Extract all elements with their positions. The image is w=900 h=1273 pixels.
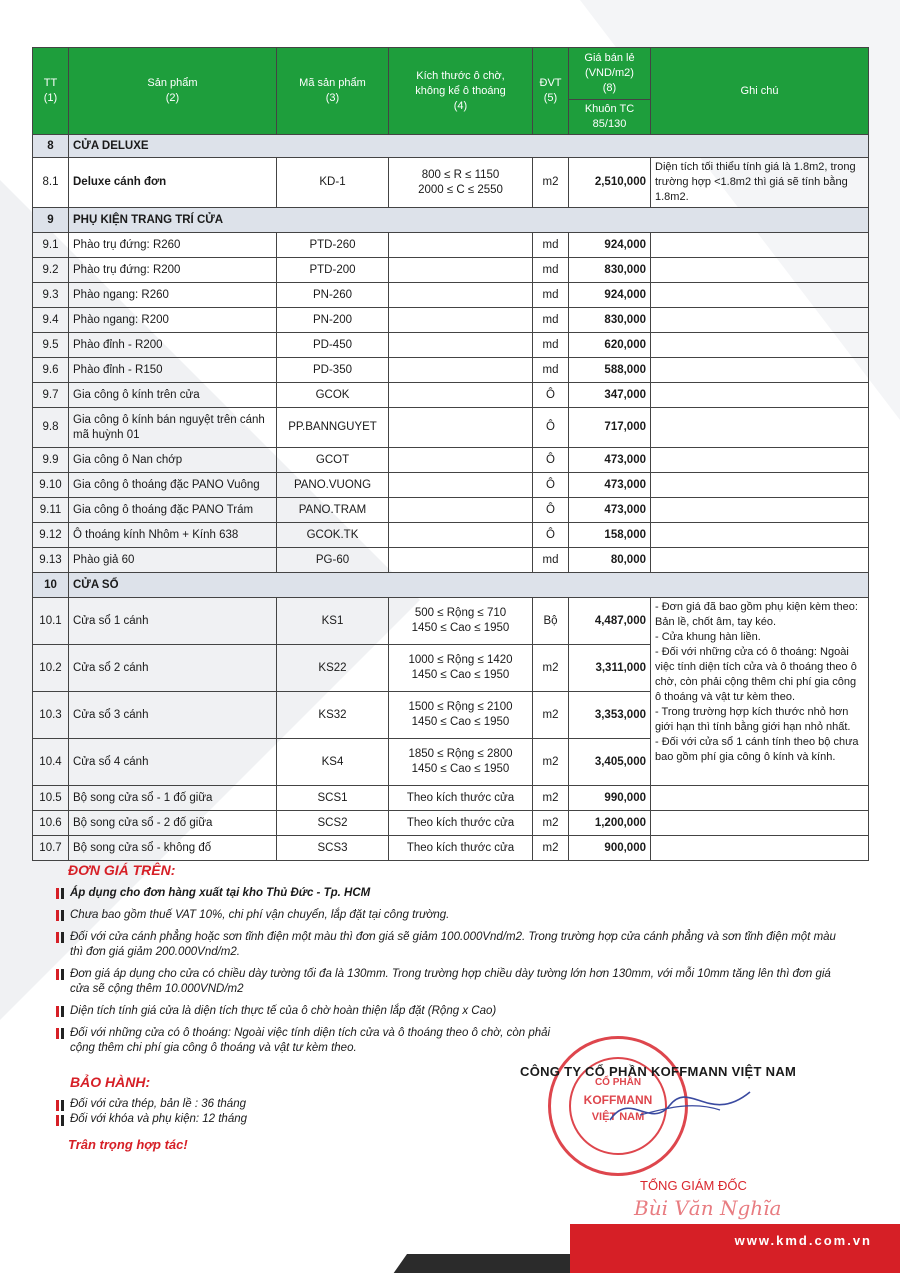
row-code: PD-450	[277, 333, 389, 358]
section-row	[33, 208, 869, 233]
warranty-text: Đối với khóa và phụ kiện: 12 tháng	[70, 1113, 248, 1125]
note-text: Chưa bao gồm thuế VAT 10%, chi phí vận chuyển, lắp đặt tại công trường.	[70, 909, 450, 921]
row-size: 1000 ≤ Rộng ≤ 1420 1450 ≤ Cao ≤ 1950	[389, 645, 533, 692]
row-unit: Ô	[533, 408, 569, 448]
row-size	[389, 283, 533, 308]
row-size: 1500 ≤ Rộng ≤ 2100 1450 ≤ Cao ≤ 1950	[389, 692, 533, 739]
row-number: 10.5	[33, 786, 69, 811]
row-size	[389, 473, 533, 498]
table-row	[33, 333, 869, 358]
list-item	[56, 967, 836, 997]
row-product: Ô thoáng kính Nhôm + Kính 638	[69, 523, 277, 548]
row-number: 9.6	[33, 358, 69, 383]
table-row	[33, 358, 869, 383]
row-note	[651, 448, 869, 473]
row-note	[651, 358, 869, 383]
row-unit: Ô	[533, 498, 569, 523]
row-unit: m2	[533, 786, 569, 811]
row-number: 9.10	[33, 473, 69, 498]
row-code: GCOT	[277, 448, 389, 473]
row-product: Phào ngang: R260	[69, 283, 277, 308]
notes-title: ĐƠN GIÁ TRÊN:	[68, 862, 176, 878]
row-number: 10.6	[33, 811, 69, 836]
row-size	[389, 358, 533, 383]
bullet-icon	[56, 932, 64, 943]
row-number: 10.2	[33, 645, 69, 692]
stamp-text: KOFFMANN	[583, 1093, 653, 1107]
row-size	[389, 333, 533, 358]
row-size	[389, 258, 533, 283]
note-text: Đối với cửa cánh phẳng hoặc sơn tĩnh điện một màu thì đơn giá sẽ giảm 100.000Vnd/m2. Trong trường hợp cửa cánh phẳng và sơn tĩnh điện một màu thì đơn giá giảm 200.000Vnd/m2.	[70, 931, 836, 958]
director-name: Bùi Văn Nghĩa	[634, 1196, 782, 1220]
table-row	[33, 786, 869, 811]
row-unit: Ô	[533, 473, 569, 498]
section-title: CỬA DELUXE	[69, 135, 869, 158]
row-size: 500 ≤ Rộng ≤ 710 1450 ≤ Cao ≤ 1950	[389, 598, 533, 645]
note-text: Đơn giá áp dụng cho cửa có chiều dày tường tối đa là 130mm. Trong trường hợp chiều dày tường lớn hơn 130mm, với mỗi 10mm tăng lên thì đơn giá cửa sẽ cộng thêm 10.000VND/m2	[70, 968, 831, 995]
list-item	[56, 1098, 247, 1110]
row-size	[389, 498, 533, 523]
table-row	[33, 498, 869, 523]
row-product: Bộ song cửa sổ - 1 đố giữa	[69, 786, 277, 811]
row-price: 717,000	[569, 408, 651, 448]
row-number: 9.5	[33, 333, 69, 358]
row-unit: md	[533, 358, 569, 383]
row-code: PD-350	[277, 358, 389, 383]
row-number: 9.8	[33, 408, 69, 448]
warranty-title: BẢO HÀNH:	[70, 1074, 151, 1090]
bullet-icon	[56, 969, 64, 980]
row-code: PANO.VUONG	[277, 473, 389, 498]
row-price: 3,405,000	[569, 739, 651, 786]
row-note	[651, 811, 869, 836]
table-row	[33, 383, 869, 408]
warranty-text: Đối với cửa thép, bản lề : 36 tháng	[70, 1098, 246, 1110]
header-code: Mã sản phẩm (3)	[277, 48, 389, 135]
row-price: 924,000	[569, 233, 651, 258]
row-code: KS1	[277, 598, 389, 645]
row-number: 9.4	[33, 308, 69, 333]
row-code: KD-1	[277, 158, 389, 208]
note-text: Diện tích tính giá cửa là diện tích thực tế của ô chờ hoàn thiện lắp đặt (Rộng x Cao)	[70, 1005, 497, 1017]
table-row	[33, 811, 869, 836]
bullet-icon	[56, 1006, 64, 1017]
row-price: 900,000	[569, 836, 651, 861]
row-size: Theo kích thước cửa	[389, 811, 533, 836]
row-unit: Ô	[533, 523, 569, 548]
row-code: PN-260	[277, 283, 389, 308]
row-code: PTD-200	[277, 258, 389, 283]
row-number: 9.1	[33, 233, 69, 258]
row-price: 347,000	[569, 383, 651, 408]
table-row	[33, 158, 869, 208]
row-price: 830,000	[569, 258, 651, 283]
row-unit: md	[533, 283, 569, 308]
row-price: 830,000	[569, 308, 651, 333]
row-unit: m2	[533, 811, 569, 836]
section-number: 9	[33, 208, 69, 233]
row-code: PP.BANNGUYET	[277, 408, 389, 448]
price-table	[32, 47, 869, 861]
header-size: Kích thước ô chờ, không kể ô thoáng (4)	[389, 48, 533, 135]
list-item	[56, 930, 836, 960]
stamp-text: CỔ PHẦN	[594, 1077, 642, 1088]
warranty-section	[56, 1074, 247, 1128]
row-price: 588,000	[569, 358, 651, 383]
row-code: GCOK.TK	[277, 523, 389, 548]
row-product: Phào trụ đứng: R260	[69, 233, 277, 258]
row-price: 990,000	[569, 786, 651, 811]
table-row	[33, 473, 869, 498]
header-price: Giá bán lẻ (VND/m2) (8)	[569, 48, 651, 100]
row-note	[651, 836, 869, 861]
row-code: SCS1	[277, 786, 389, 811]
table-row	[33, 233, 869, 258]
header-price-sub: Khuôn TC 85/130	[569, 100, 651, 135]
row-price: 80,000	[569, 548, 651, 573]
list-item	[56, 1026, 556, 1056]
row-product: Phào giả 60	[69, 548, 277, 573]
list-item	[56, 1004, 836, 1019]
row-price: 924,000	[569, 283, 651, 308]
list-item	[56, 1113, 247, 1125]
row-unit: m2	[533, 158, 569, 208]
row-product: Gia công ô thoáng đặc PANO Trám	[69, 498, 277, 523]
row-size	[389, 448, 533, 473]
row-number: 9.11	[33, 498, 69, 523]
row-price: 3,353,000	[569, 692, 651, 739]
header-unit: ĐVT (5)	[533, 48, 569, 135]
row-product: Gia công ô Nan chớp	[69, 448, 277, 473]
row-code: PANO.TRAM	[277, 498, 389, 523]
row-note	[651, 523, 869, 548]
website-link[interactable]: www.kmd.com.vn	[734, 1233, 872, 1248]
row-price: 4,487,000	[569, 598, 651, 645]
bullet-icon	[56, 1115, 64, 1126]
row-unit: md	[533, 333, 569, 358]
row-unit: Bộ	[533, 598, 569, 645]
row-note	[651, 283, 869, 308]
row-code: PN-200	[277, 308, 389, 333]
row-note	[651, 258, 869, 283]
stamp-text: VIỆT NAM	[591, 1111, 645, 1123]
section-title: CỬA SỔ	[69, 573, 869, 598]
row-product: Cửa sổ 4 cánh	[69, 739, 277, 786]
row-unit: md	[533, 548, 569, 573]
row-code: KS4	[277, 739, 389, 786]
row-unit: Ô	[533, 383, 569, 408]
row-note: Diện tích tối thiểu tính giá là 1.8m2, trong trường hợp <1.8m2 thì giá sẽ tính bằng 1.8m2.	[651, 158, 869, 208]
bullet-icon	[56, 888, 64, 899]
row-note	[651, 498, 869, 523]
row-note	[651, 408, 869, 448]
row-number: 9.12	[33, 523, 69, 548]
row-note	[651, 233, 869, 258]
row-code: KS22	[277, 645, 389, 692]
row-number: 8.1	[33, 158, 69, 208]
row-size: Theo kích thước cửa	[389, 786, 533, 811]
list-item	[56, 908, 836, 923]
row-unit: m2	[533, 836, 569, 861]
list-item	[56, 886, 836, 901]
bullet-icon	[56, 910, 64, 921]
row-size	[389, 523, 533, 548]
footer-stripe	[570, 1224, 900, 1273]
row-size	[389, 308, 533, 333]
row-code: SCS2	[277, 811, 389, 836]
table-row	[33, 548, 869, 573]
table-row	[33, 408, 869, 448]
row-price: 3,311,000	[569, 645, 651, 692]
row-product: Gia công ô thoáng đặc PANO Vuông	[69, 473, 277, 498]
row-number: 9.7	[33, 383, 69, 408]
row-price: 473,000	[569, 473, 651, 498]
company-name: CÔNG TY CỔ PHẦN KOFFMANN VIỆT NAM	[520, 1064, 797, 1079]
row-product: Bộ song cửa sổ - không đố	[69, 836, 277, 861]
row-price: 620,000	[569, 333, 651, 358]
row-size	[389, 383, 533, 408]
row-unit: Ô	[533, 448, 569, 473]
section-row	[33, 573, 869, 598]
row-code: PTD-260	[277, 233, 389, 258]
row-price: 1,200,000	[569, 811, 651, 836]
row-product: Cửa sổ 1 cánh	[69, 598, 277, 645]
table-row	[33, 836, 869, 861]
row-note	[651, 786, 869, 811]
table-row	[33, 598, 869, 645]
header-tt: TT (1)	[33, 48, 69, 135]
row-code: PG-60	[277, 548, 389, 573]
row-note	[651, 308, 869, 333]
row-product: Bộ song cửa sổ - 2 đố giữa	[69, 811, 277, 836]
table-row	[33, 448, 869, 473]
row-size	[389, 548, 533, 573]
row-size: 800 ≤ R ≤ 1150 2000 ≤ C ≤ 2550	[389, 158, 533, 208]
section-number: 8	[33, 135, 69, 158]
section-title: PHỤ KIỆN TRANG TRÍ CỬA	[69, 208, 869, 233]
row-unit: m2	[533, 692, 569, 739]
row-product: Phào trụ đứng: R200	[69, 258, 277, 283]
row-size: 1850 ≤ Rộng ≤ 2800 1450 ≤ Cao ≤ 1950	[389, 739, 533, 786]
row-code: GCOK	[277, 383, 389, 408]
row-price: 473,000	[569, 448, 651, 473]
row-number: 9.3	[33, 283, 69, 308]
table-row	[33, 258, 869, 283]
row-product: Cửa sổ 2 cánh	[69, 645, 277, 692]
table-row	[33, 308, 869, 333]
row-note	[651, 548, 869, 573]
row-product: Gia công ô kính bán nguyệt trên cánh mã huỳnh 01	[69, 408, 277, 448]
header-product: Sản phẩm (2)	[69, 48, 277, 135]
row-product: Cửa sổ 3 cánh	[69, 692, 277, 739]
table-row	[33, 283, 869, 308]
row-number: 9.13	[33, 548, 69, 573]
bullet-icon	[56, 1100, 64, 1111]
row-number: 9.9	[33, 448, 69, 473]
note-text: Đối với những cửa có ô thoáng: Ngoài việc tính diện tích cửa và ô thoáng theo ô chờ, còn phải cộng thêm chi phí gia công ô thoáng và vật tư kèm theo.	[70, 1027, 551, 1054]
signature-icon	[600, 1080, 760, 1140]
section-number: 10	[33, 573, 69, 598]
section-row	[33, 135, 869, 158]
row-product: Phào đỉnh - R150	[69, 358, 277, 383]
row-product: Gia công ô kính trên cửa	[69, 383, 277, 408]
row-code: KS32	[277, 692, 389, 739]
row-size	[389, 233, 533, 258]
row-price: 158,000	[569, 523, 651, 548]
row-number: 9.2	[33, 258, 69, 283]
row-number: 10.1	[33, 598, 69, 645]
row-product: Phào ngang: R200	[69, 308, 277, 333]
table-row	[33, 523, 869, 548]
director-title: TỔNG GIÁM ĐỐC	[640, 1178, 747, 1193]
row-number: 10.4	[33, 739, 69, 786]
row-size	[389, 408, 533, 448]
row-unit: md	[533, 308, 569, 333]
price-notes	[56, 862, 836, 1063]
note-text: Áp dụng cho đơn hàng xuất tại kho Thủ Đức - Tp. HCM	[70, 887, 371, 899]
bullet-icon	[56, 1028, 64, 1039]
thanks-text: Trân trọng hợp tác!	[68, 1137, 188, 1152]
row-unit: md	[533, 258, 569, 283]
row-number: 10.7	[33, 836, 69, 861]
row-note	[651, 473, 869, 498]
row-unit: m2	[533, 645, 569, 692]
group-note: - Đơn giá đã bao gồm phụ kiện kèm theo: Bản lề, chốt âm, tay kéo. - Cửa khung hàn liền. - Đối với những cửa có ô thoáng: Ngoài việc tính diện tích cửa và ô thoáng theo ô chờ, còn phải cộng thêm chi phí gia công ô thoáng và vật tư kèm theo. - Trong trường hợp kích thước nhỏ hơn giới hạn thì tính bằng giới hạn nhỏ nhất. - Đối với cửa sổ 1 cánh tính theo bộ chưa bao gồm phí gia công ô kính và kính.	[651, 598, 869, 786]
row-unit: m2	[533, 739, 569, 786]
row-price: 473,000	[569, 498, 651, 523]
row-product: Deluxe cánh đơn	[69, 158, 277, 208]
header-note: Ghi chú	[651, 48, 869, 135]
row-note	[651, 383, 869, 408]
row-product: Phào đỉnh - R200	[69, 333, 277, 358]
row-code: SCS3	[277, 836, 389, 861]
row-note	[651, 333, 869, 358]
row-number: 10.3	[33, 692, 69, 739]
row-price: 2,510,000	[569, 158, 651, 208]
row-unit: md	[533, 233, 569, 258]
row-size: Theo kích thước cửa	[389, 836, 533, 861]
